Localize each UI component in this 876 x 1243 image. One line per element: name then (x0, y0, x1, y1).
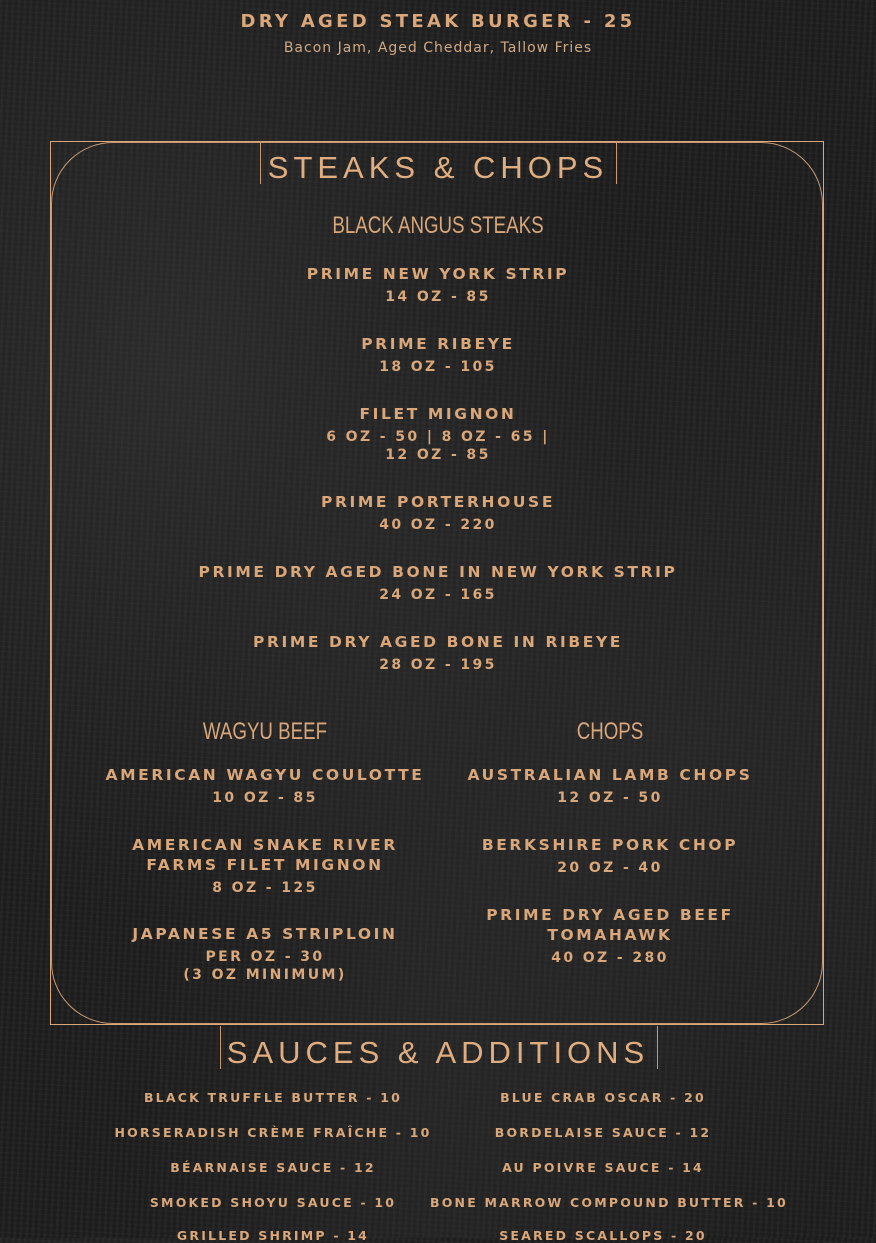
menu-item-bone-in-ny-strip (0, 562, 876, 604)
sauce-item: AU POIVRE SAUCE - 14 (502, 1160, 704, 1175)
subhead-black-angus: BLACK ANGUS STEAKS (332, 212, 544, 239)
item-price: 28 OZ - 195 (379, 657, 497, 673)
menu-item-ribeye (0, 334, 876, 376)
item-price: 24 OZ - 165 (379, 587, 497, 603)
item-price-line2: (3 OZ MINIMUM) (183, 967, 347, 983)
subhead-wagyu-beef: WAGYU BEEF (202, 718, 328, 745)
item-name: PRIME DRY AGED BEEF (486, 906, 734, 924)
item-price: 8 OZ - 125 (212, 880, 318, 896)
item-name-line2: FARMS FILET MIGNON (146, 856, 384, 874)
sauce-item: GRILLED SHRIMP - 14 (176, 1228, 370, 1243)
menu-item-tomahawk (450, 905, 770, 967)
sauce-item: BÉARNAISE SAUCE - 12 (170, 1160, 376, 1175)
item-price-line2: 12 OZ - 85 (385, 447, 491, 463)
menu-item-pork-chop (450, 835, 770, 877)
menu-item-wagyu-coulotte (90, 765, 440, 807)
item-name: AUSTRALIAN LAMB CHOPS (467, 766, 753, 784)
menu-item-ny-strip (0, 264, 876, 306)
section-title-sauces-additions: SAUCES & ADDITIONS (226, 1035, 650, 1070)
sauce-item: BLUE CRAB OSCAR - 20 (500, 1090, 706, 1105)
item-name: PRIME NEW YORK STRIP (306, 265, 570, 283)
item-name: AMERICAN SNAKE RIVER (132, 836, 398, 854)
menu-item-bone-in-ribeye (0, 632, 876, 674)
sauce-item: SMOKED SHOYU SAUCE - 10 (149, 1195, 397, 1210)
item-name: AMERICAN WAGYU COULOTTE (105, 766, 425, 784)
menu-item-a5-striploin (90, 924, 440, 984)
menu-item-filet-mignon (0, 404, 876, 464)
sauce-item: BONE MARROW COMPOUND BUTTER - 10 (430, 1195, 788, 1210)
burger-item-name: DRY AGED STEAK BURGER - 25 (240, 11, 636, 32)
item-name: JAPANESE A5 STRIPLOIN (132, 925, 398, 943)
menu-item-porterhouse (0, 492, 876, 534)
item-price: 14 OZ - 85 (385, 289, 491, 305)
item-name: PRIME DRY AGED BONE IN RIBEYE (252, 633, 623, 651)
item-price: 12 OZ - 50 (557, 790, 663, 806)
subhead-chops: CHOPS (576, 718, 644, 745)
item-name-line2: TOMAHAWK (547, 926, 673, 944)
sauce-item: BLACK TRUFFLE BUTTER - 10 (143, 1090, 403, 1105)
item-price: PER OZ - 30 (205, 949, 325, 965)
item-price: 18 OZ - 105 (379, 359, 497, 375)
item-price: 6 OZ - 50 | 8 OZ - 65 | (326, 429, 550, 445)
item-price: 40 OZ - 280 (551, 950, 669, 966)
item-name: PRIME RIBEYE (361, 335, 515, 353)
sauce-item: BORDELAISE SAUCE - 12 (494, 1125, 712, 1140)
item-price: 40 OZ - 220 (379, 517, 497, 533)
item-name: BERKSHIRE PORK CHOP (481, 836, 739, 854)
item-name: PRIME PORTERHOUSE (320, 493, 556, 511)
sauce-item: SEARED SCALLOPS - 20 (499, 1228, 707, 1243)
section-title-steaks-chops: STEAKS & CHOPS (267, 150, 609, 185)
menu-item-snake-river-filet (90, 835, 440, 897)
item-name: PRIME DRY AGED BONE IN NEW YORK STRIP (198, 563, 678, 581)
item-price: 10 OZ - 85 (212, 790, 318, 806)
sauce-item: HORSERADISH CRÈME FRAÎCHE - 10 (114, 1125, 432, 1140)
menu-item-lamb-chops (450, 765, 770, 807)
burger-item-description: Bacon Jam, Aged Cheddar, Tallow Fries (283, 40, 593, 56)
item-price: 20 OZ - 40 (557, 860, 663, 876)
item-name: FILET MIGNON (359, 405, 517, 423)
